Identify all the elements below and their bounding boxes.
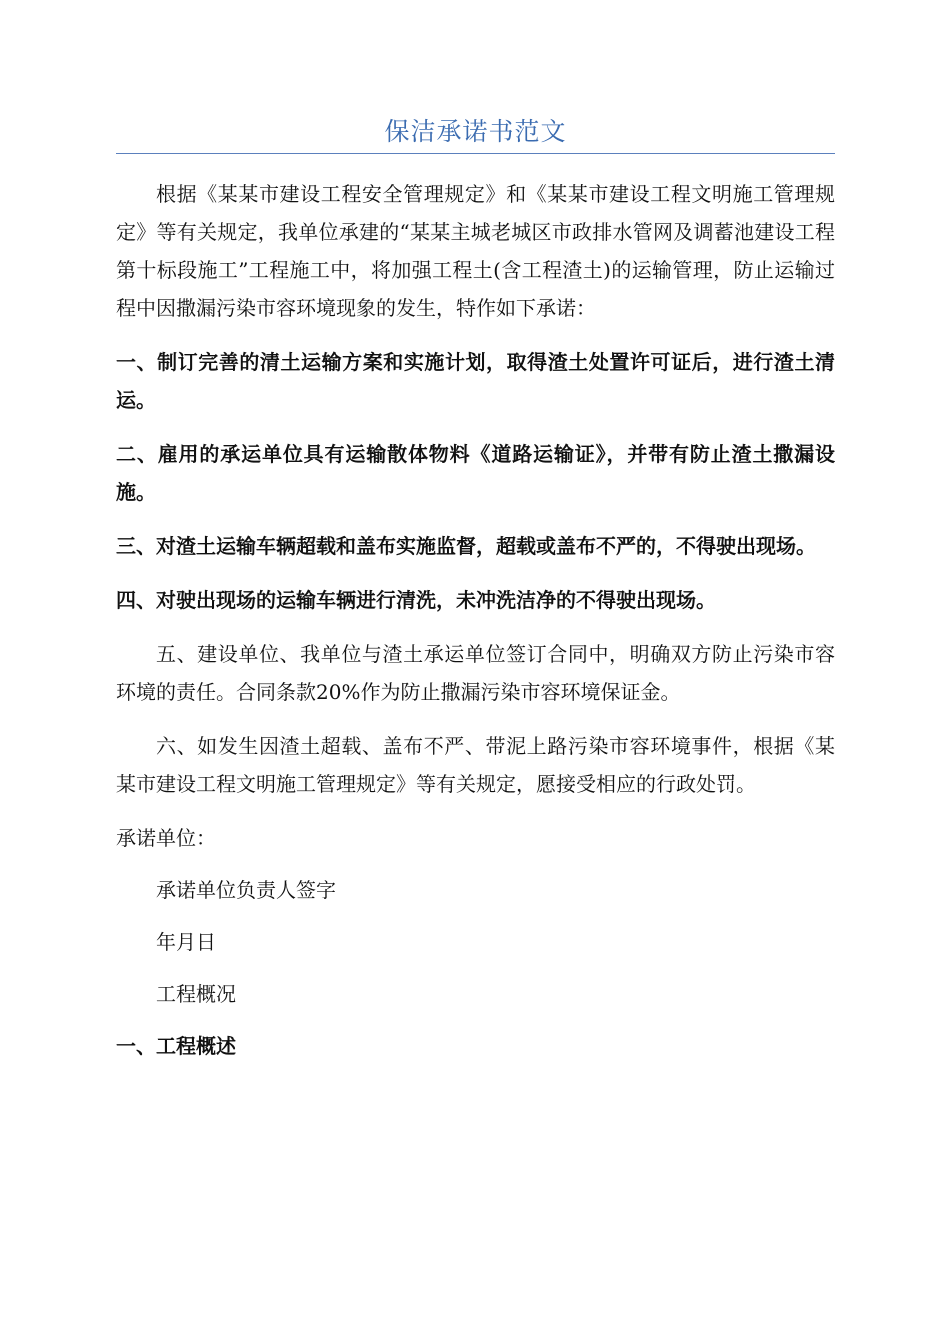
document-title: 保洁承诺书范文 [384,117,567,146]
commitment-item-1: 一、制订完善的清土运输方案和实施计划，取得渣土处置许可证后，进行渣土清运。 [116,350,835,412]
signature-line: 承诺单位负责人签字 [156,878,336,902]
project-overview-heading: 工程概况 [156,982,236,1006]
intro-paragraph: 根据《某某市建设工程安全管理规定》和《某某市建设工程文明施工管理规定》等有关规定，我单位承建的“某某主城老城区市政排水管网及调蓄池建设工程第十标段施工”工程施工中，将加强工程土(含工程渣土)的运输管理，防止运输过程中因撒漏污染市容环境现象的发生，特作如下承诺： [116,182,835,320]
committing-unit-label: 承诺单位： [116,826,216,850]
title-underline [116,153,835,154]
date-line: 年月日 [156,930,216,954]
commitment-item-6: 六、如发生因渣土超载、盖布不严、带泥上路污染市容环境事件，根据《某某市建设工程文明施工管理规定》等有关规定，愿接受相应的行政处罚。 [116,734,835,796]
document-body [116,175,835,1081]
commitment-item-5: 五、建设单位、我单位与渣土承运单位签订合同中，明确双方防止污染市容环境的责任。合同条款20%作为防止撒漏污染市容环境保证金。 [116,642,835,704]
commitment-item-3: 三、对渣土运输车辆超载和盖布实施监督，超载或盖布不严的，不得驶出现场。 [116,534,816,558]
commitment-item-4: 四、对驶出现场的运输车辆进行清洗，未冲洗洁净的不得驶出现场。 [116,588,716,612]
commitment-item-2: 二、雇用的承运单位具有运输散体物料《道路运输证》，并带有防止渣土撒漏设施。 [116,442,835,504]
section-heading-overview: 一、工程概述 [116,1034,236,1058]
